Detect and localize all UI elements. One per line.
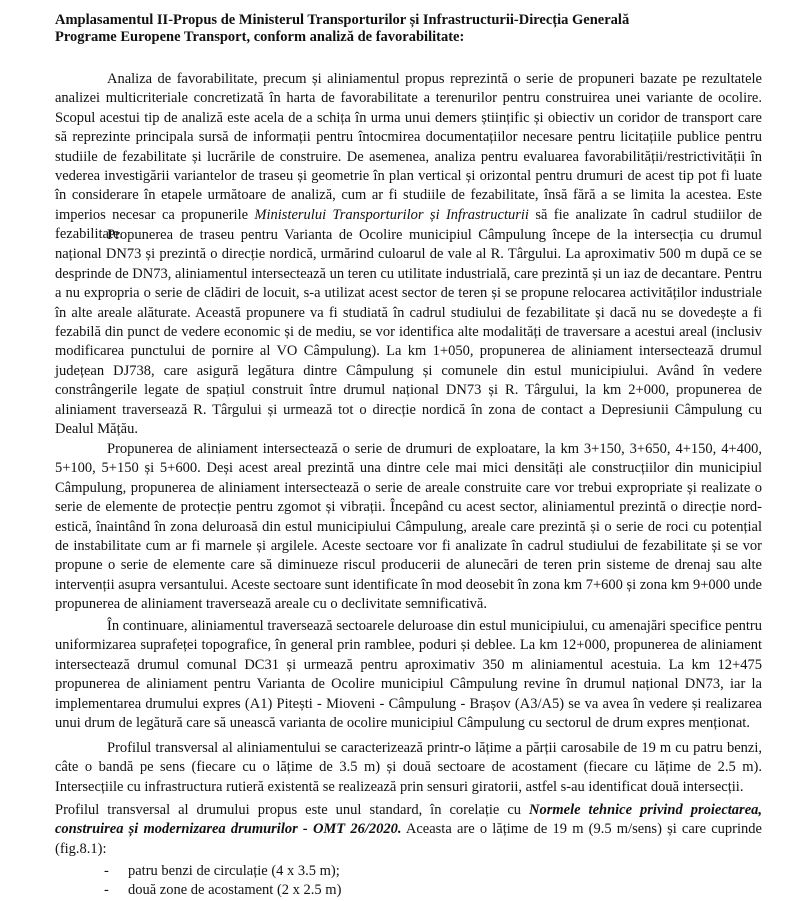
list-item	[104, 881, 341, 900]
paragraph-text: Aceasta are o lățime de 19 m (9.5 m/sens) și care cuprinde (fig.8.1):	[55, 821, 762, 857]
list-item-text: patru benzi de circulație (4 x 3.5 m);	[128, 863, 340, 879]
norms-reference: Normele tehnice privind proiectarea, construirea și modernizarea drumurilor - OMT 26/2020.	[55, 802, 763, 838]
heading-line-1: Amplasamentul II-Propus de Ministerul Transporturilor și Infrastructurii-Direcția Generală	[55, 12, 630, 28]
list-item-text: două zone de acostament (2 x 2.5 m)	[128, 882, 342, 899]
paragraph-text: să fie analizate în cadrul studiilor de fezabilitate.	[55, 206, 762, 243]
paragraph-exploitation-roads: Propunerea de aliniament intersectează o serie de drumuri de exploatare, la km 3+150, 3+650, 4+150, 4+400, 5+100, 5+150 și 5+600. Deși acest areal prezintă una dintre cele mai mici densități ale construcțiilor din municipiul Câmpulung, propunerea de aliniament intersectează o serie de areale construite care vor trebui expropriate și realizate o serie de elemente de protecție pentru zgomot și vibrații. Începând cu acest sector, aliniamentul prezintă o direcție nord-estică, înaintând în zona deluroasă din estul municipiului Câmpulung, areale care prezintă și o serie de roci cu potențial de instabilitate cum ar fi marnele și argilele. Aceste sectoare vor fi analizate în cadrul studiului de fezabilitate și se vor propune o serie de elemente care să diminueze riscul producerii de alunecări de teren prin sisteme de drenaj sau alte intervenții asupra versantului. Aceste sectoare sunt identificate în mod deosebit în zona km 7+600 și zona km 9+000 unde propunerea de aliniament traversează areale cu o declivitate semnificativă.	[55, 441, 762, 613]
paragraph-route-start: Propunerea de traseu pentru Varianta de Ocolire municipiul Câmpulung începe de la intersecția cu drumul național DN73 și prezintă o direcție nordică, urmărind culoarul de vale al R. Târgului. La aproximativ 500 m după ce se desprinde de DN73, aliniamentul intersectează un teren cu utilitate industrială, care prezintă și un iaz de decantare. Pentru a nu expropria o serie de clădiri de locuit, s-a utilizat acest sector de teren și se propune relocarea activităților industriale în alte areale alăturate. Această propunere va fi studiată în cadrul studiului de fezabilitate și dacă nu se dovedește a fi fezabilă din punct de vedere economic și de mediu, se vor identifica alte modalități de traversare a acestui areal (inclusiv modificarea punctului de pornire al VO Câmpulung). La km 1+050, propunerea de aliniament intersectează drumul județean DJ738, care asigură legătura dintre Câmpulung și comunele din estul municipiului. Având în vedere constrângerile legate de spațiul construit între drumul național DN73 și R. Târgului, la km 2+000, propunerea de aliniament traversează R. Târgului și urmează tot o direcție nordică în zona de contact a Depresiunii Câmpulung cu Dealul Mățău.	[55, 227, 762, 438]
paragraph-hilly-sectors: În continuare, aliniamentul traversează sectoarele deluroase din estul municipiului, cu amenajări specifice pentru uniformizarea suprafeței topografice, în general prin ramblee, poduri și deblee. La km 12+000, propunerea de aliniament intersectează drumul comunal DC31 și urmează pentru aproximativ 350 m aliniamentul acestuia. La km 12+475 propunerea de aliniament pentru Varianta de Ocolire municipiul Câmpulung revine în drumul național DN73, iar la implementarea drumului expres (A1) Pitești - Mioveni - Câmpulung - Brașov (A3/A5) se va avea în vedere și realizarea unui drum de legătură care să unească varianta de ocolire municipiul Câmpulung cu sectorul de drum expres menționat.	[55, 618, 762, 732]
heading-line-2: Programe Europene Transport, conform analiză de favorabilitate:	[55, 29, 465, 45]
paragraph-standard-profile	[55, 801, 762, 859]
list-dash: -	[104, 882, 109, 899]
section-heading	[55, 12, 755, 46]
profile-components-list	[104, 862, 341, 901]
paragraph-text: Profilul transversal al drumului propus este unul standard, în corelație cu	[55, 802, 530, 818]
paragraph-text: Analiza de favorabilitate, precum și aliniamentul propus reprezintă o serie de propuneri bazate pe rezultatele analizei multicriteriale concretizată în harta de favorabilitate a terenurilor pentru construirea unei variante de ocolire. Scopul acestui tip de analiză este acela de a schița în urma unui demers științific și obiectiv un coridor de transport care să reprezinte principala sursă de informații pentru întocmirea documentațiilor necesare pentru licitațiile publice pentru studiile de fezabilitate și lucrările de construire. De asemenea, analiza pentru evaluarea favorabilității/restrictivității în vederea investigării variantelor de traseu și geometrie în plan vertical și orizontal pentru drumuri de acest tip pot fi luate în considerare în etapele următoare de analiză, cum ar fi studiile de fezabilitate, însă fără a se limita la acestea. Este imperios necesar ca propunerile	[55, 71, 762, 223]
list-dash: -	[104, 863, 109, 879]
paragraph-cross-section: Profilul transversal al aliniamentului se caracterizează printr-o lățime a părții carosabile de 19 m cu patru benzi, câte o bandă pe sens (fiecare cu o lățime de 3.5 m) și două sectoare de acostament (fiecare cu lățime de 2.5 m). Intersecțiile cu infrastructura rutieră existentă se realizează prin sensuri giratorii, astfel s-au identificat două intersecții.	[55, 740, 762, 795]
ministry-name-italic: Ministerului Transporturilor și Infrastructurii	[254, 206, 529, 223]
paragraph-favorability-analysis	[55, 70, 762, 245]
list-item	[104, 862, 341, 881]
